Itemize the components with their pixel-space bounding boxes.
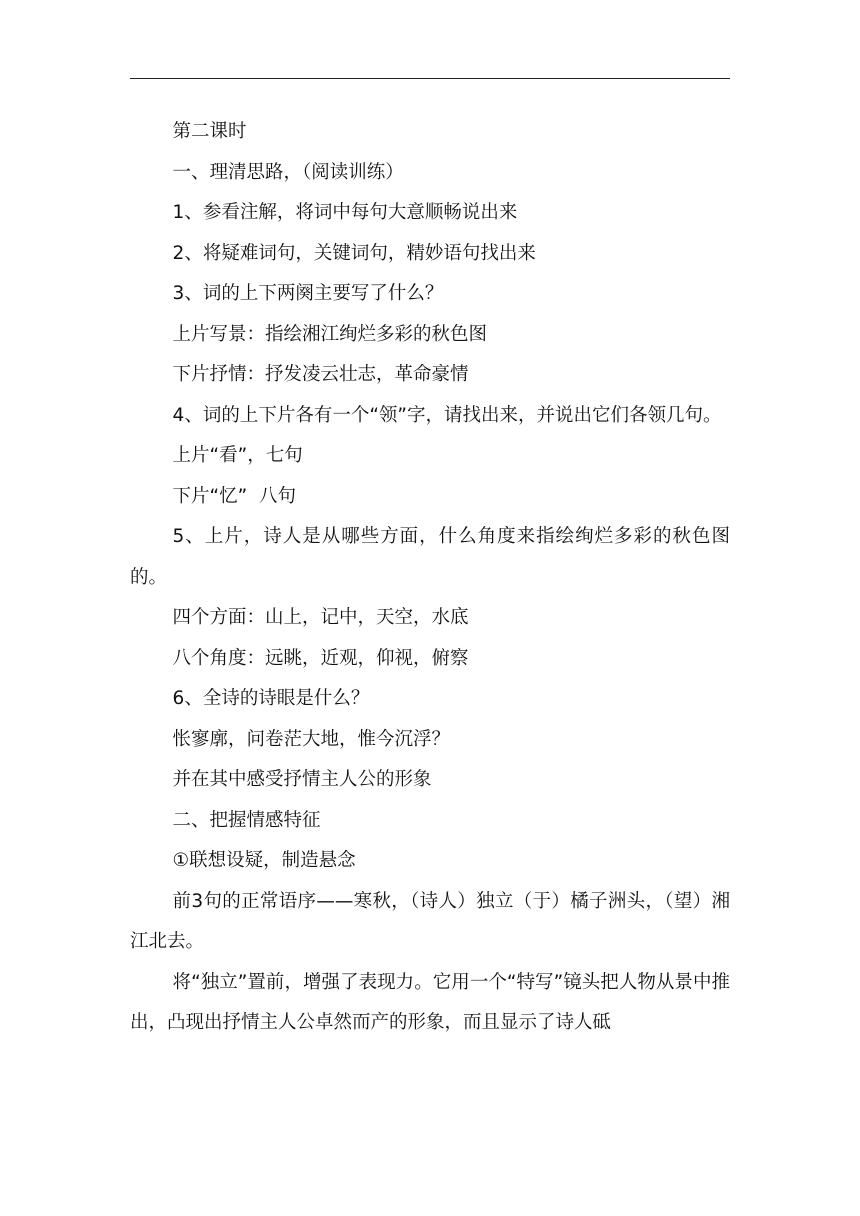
paragraph-association: ①联想设疑，制造悬念 [172,850,356,871]
paragraph-lower-emotion: 下片抒情：抒发凌云壮志，革命豪情 [172,364,469,385]
paragraph-item-3: 3、词的上下两阕主要写了什么？ [172,283,444,304]
paragraph-item-6: 6、全诗的诗眼是什么？ [172,688,370,709]
paragraph-item-4: 4、词的上下片各有一个“领”字，请找出来，并说出它们各领几句。 [172,404,722,426]
paragraph-lesson-title: 第二课时 [172,121,247,142]
paragraph-poem-eye: 怅寥廓，问卷茫大地，惟今沉浮？ [172,728,451,750]
paragraph-word-order: 前3句的正常语序——寒秋，（诗人）独立（于）橘子洲头，（望）湘江北去。 [130,890,730,952]
paragraph-item-2: 2、将疑难词句，关键词句，精妙语句找出来 [172,242,536,264]
paragraph-four-aspects: 四个方面：山上，记中，天空，水底 [172,607,469,628]
paragraph-section-two-heading: 二、把握情感特征 [172,809,321,831]
paragraph-item-5: 5、上片，诗人是从哪些方面，什么角度来指绘绚烂多彩的秋色图的。 [130,526,730,588]
paragraph-feel-image: 并在其中感受抒情主人公的形象 [172,769,432,790]
header-rule [130,78,730,79]
paragraph-eight-angles: 八个角度：远眺，近观，仰视，俯察 [172,647,469,669]
paragraph-section-one-heading: 一、理清思路，（阅读训练） [172,161,404,183]
paragraph-item-1: 1、参看注解，将词中每句大意顺畅说出来 [172,202,518,223]
paragraph-upper-scene: 上片写景：指绘湘江绚烂多彩的秋色图 [172,323,488,345]
paragraph-lower-yi: 下片“忆” 八句 [172,485,296,507]
paragraph-duli-analysis: 将“独立”置前，增强了表现力。它用一个“特写”镜头把人物从景中推出，凸现出抒情主人公卓然而产的形象，而且显示了诗人砥 [130,971,730,1033]
document-body [130,112,730,1044]
paragraph-upper-kan: 上片“看”，七句 [172,445,303,466]
